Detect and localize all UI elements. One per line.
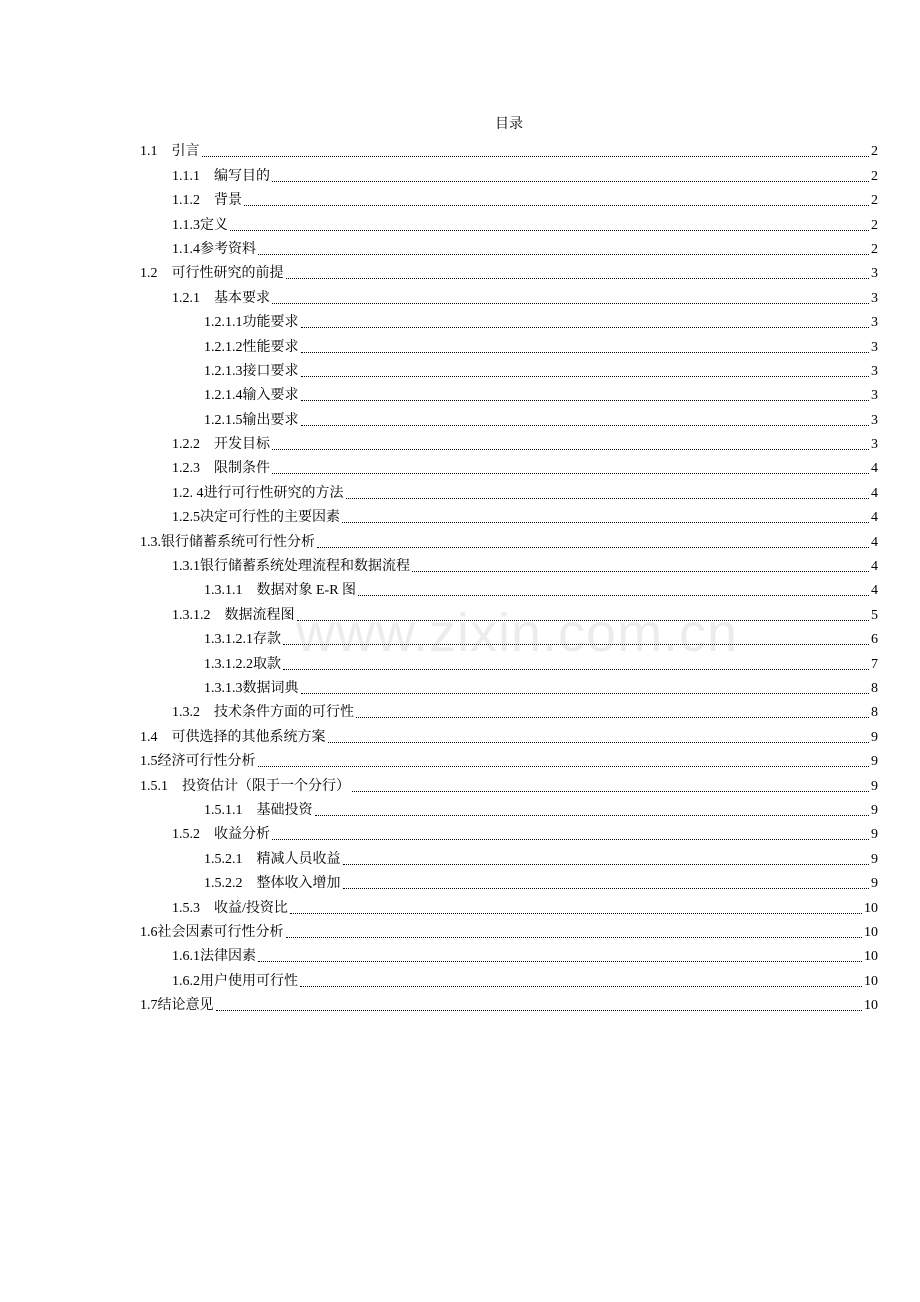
- toc-entry-page-number: 8: [871, 680, 878, 696]
- toc-entry-label: 输入要求: [242, 388, 299, 404]
- toc-entry-label: 社会因素可行性分析: [157, 924, 284, 940]
- toc-entry-label: 功能要求: [242, 315, 299, 331]
- toc-entry-number: 1.7: [140, 998, 158, 1014]
- dot-leader: [272, 472, 869, 474]
- toc-entry-number: 1.5.3: [172, 900, 214, 916]
- toc-entry-label: 背景: [214, 193, 242, 209]
- toc-entry[interactable]: [140, 943, 878, 967]
- toc-entry[interactable]: [140, 236, 878, 260]
- toc-entry-page-number: 4: [871, 510, 878, 526]
- toc-entry-label: 结论意见: [157, 998, 214, 1014]
- toc-entry[interactable]: [140, 699, 878, 723]
- toc-entry-number: 1.2.2: [172, 437, 214, 453]
- toc-entry-number: 1.3.1.2.1: [204, 632, 253, 648]
- dot-leader: [272, 448, 869, 450]
- toc-entry-page-number: 2: [871, 144, 878, 160]
- dot-leader: [216, 1009, 863, 1011]
- toc-entry-label: 可行性研究的前提: [171, 266, 284, 282]
- toc-entry-page-number: 2: [871, 193, 878, 209]
- toc-entry-page-number: 2: [871, 217, 878, 233]
- toc-entry-label: 数据词典: [242, 680, 299, 696]
- toc-entry-label: 精减人员收益: [256, 851, 341, 867]
- toc-entry-label: 技术条件方面的可行性: [214, 705, 354, 721]
- dot-leader: [258, 960, 862, 962]
- toc-entry-page-number: 4: [871, 485, 878, 501]
- toc-entry[interactable]: [140, 187, 878, 211]
- toc-entry-number: 1.2.1.1: [204, 315, 243, 331]
- toc-entry-page-number: 3: [871, 290, 878, 306]
- dot-leader: [283, 643, 869, 645]
- toc-entry-label: 进行可行性研究的方法: [203, 485, 344, 501]
- toc-entry[interactable]: [140, 358, 878, 382]
- toc-entry[interactable]: [140, 577, 878, 601]
- toc-entry[interactable]: [140, 504, 878, 528]
- dot-leader: [297, 619, 870, 621]
- dot-leader: [315, 814, 870, 816]
- toc-entry-label: 经济可行性分析: [157, 754, 256, 770]
- toc-entry-number: 1.6.2: [172, 973, 200, 989]
- dot-leader: [283, 668, 869, 670]
- toc-entry-page-number: 10: [864, 949, 878, 965]
- toc-entry-page-number: 9: [871, 778, 878, 794]
- dot-leader: [328, 741, 870, 743]
- toc-entry[interactable]: [140, 821, 878, 845]
- toc-entry-page-number: 9: [871, 876, 878, 892]
- toc-entry-page-number: 3: [871, 266, 878, 282]
- toc-entry-number: 1.6.1: [172, 949, 200, 965]
- toc-entry[interactable]: [140, 528, 878, 552]
- toc-entry-number: 1.2.1.3: [204, 363, 243, 379]
- dot-leader: [244, 204, 869, 206]
- toc-entry-number: 1.3.: [140, 534, 161, 550]
- toc-entry[interactable]: [140, 870, 878, 894]
- toc-entry[interactable]: [140, 455, 878, 479]
- dot-leader: [301, 375, 870, 377]
- toc-entry[interactable]: [140, 211, 878, 235]
- toc-entry-number: 1.2.1.4: [204, 388, 243, 404]
- toc-entry-number: 1.2.1: [172, 290, 214, 306]
- toc-entry-number: 1.3.1.2.2: [204, 656, 253, 672]
- dot-leader: [272, 180, 869, 182]
- dot-leader: [258, 253, 869, 255]
- toc-entry[interactable]: [140, 675, 878, 699]
- toc-entry-number: 1.5.2: [172, 827, 214, 843]
- toc-entry[interactable]: [140, 723, 878, 747]
- dot-leader: [356, 716, 869, 718]
- toc-entry-page-number: 7: [871, 656, 878, 672]
- toc-entry-label: 投资估计（限于一个分行）: [182, 778, 350, 794]
- toc-entry-number: 1.3.2: [172, 705, 214, 721]
- dot-leader: [286, 277, 870, 279]
- toc-entry[interactable]: [140, 553, 878, 577]
- toc-entry[interactable]: [140, 260, 878, 284]
- toc-entry-page-number: 3: [871, 388, 878, 404]
- toc-entry-label: 输出要求: [242, 412, 299, 428]
- dot-leader: [301, 326, 870, 328]
- dot-leader: [343, 863, 870, 865]
- toc-entry-label: 性能要求: [242, 339, 299, 355]
- toc-entry-label: 开发目标: [214, 437, 270, 453]
- toc-entry-page-number: 3: [871, 437, 878, 453]
- toc-entry-number: 1.1.2: [172, 193, 214, 209]
- toc-entry-page-number: 10: [864, 924, 878, 940]
- toc-entry-label: 用户使用可行性: [200, 973, 298, 989]
- toc-entry-number: 1.3.1.3: [204, 680, 243, 696]
- toc-entry-label: 数据对象 E-R 图: [256, 583, 357, 599]
- toc-entry[interactable]: [140, 772, 878, 796]
- dot-leader: [346, 497, 870, 499]
- toc-entry-label: 可供选择的其他系统方案: [171, 729, 326, 745]
- toc-entry[interactable]: [140, 333, 878, 357]
- toc-entry[interactable]: [140, 919, 878, 943]
- toc-entry-page-number: 3: [871, 363, 878, 379]
- toc-entry-number: 1.2.5: [172, 510, 200, 526]
- toc-entry-label: 数据流程图: [224, 607, 295, 623]
- dot-leader: [286, 936, 863, 938]
- toc-entry-page-number: 4: [871, 559, 878, 575]
- toc-entry-page-number: 9: [871, 754, 878, 770]
- toc-entry-label: 取款: [253, 656, 281, 672]
- toc-entry-page-number: 10: [864, 998, 878, 1014]
- toc-entry-number: 1.1.4: [172, 241, 200, 257]
- toc-entry-number: 1.2.1.5: [204, 412, 243, 428]
- toc-entry-label: 法律因素: [200, 949, 256, 965]
- toc-entry[interactable]: [140, 626, 878, 650]
- toc-entry-page-number: 4: [871, 461, 878, 477]
- toc-entry-number: 1.6: [140, 924, 158, 940]
- toc-entry[interactable]: [140, 992, 878, 1016]
- toc-entry[interactable]: [140, 845, 878, 869]
- toc-entry-number: 1.3.1.1: [204, 583, 257, 599]
- dot-leader: [358, 594, 869, 596]
- toc-entry-number: 1.2.3: [172, 461, 214, 477]
- toc-entry-number: 1.1: [140, 144, 172, 160]
- toc-entry[interactable]: [140, 894, 878, 918]
- toc-entry[interactable]: [140, 650, 878, 674]
- dot-leader: [272, 302, 869, 304]
- toc-entry-label: 引言: [171, 144, 200, 160]
- toc-entry[interactable]: [140, 406, 878, 430]
- dot-leader: [202, 155, 870, 157]
- toc-entry-page-number: 5: [871, 607, 878, 623]
- dot-leader: [412, 570, 869, 572]
- toc-entry[interactable]: [140, 162, 878, 186]
- toc-entry-page-number: 8: [871, 705, 878, 721]
- toc-entry-label: 收益/投资比: [214, 900, 288, 916]
- toc-entry-label: 编写目的: [214, 168, 270, 184]
- toc-entry-page-number: 9: [871, 802, 878, 818]
- toc-entry[interactable]: [140, 479, 878, 503]
- toc-entry-label: 限制条件: [214, 461, 270, 477]
- dot-leader: [301, 399, 870, 401]
- toc-entry-page-number: 10: [864, 900, 878, 916]
- dot-leader: [301, 351, 870, 353]
- toc-entry-label: 基础投资: [256, 802, 313, 818]
- dot-leader: [300, 985, 862, 987]
- dot-leader: [258, 765, 870, 767]
- toc-entry-number: 1.5: [140, 754, 158, 770]
- toc-entry-page-number: 4: [871, 583, 878, 599]
- toc-entry-page-number: 9: [871, 729, 878, 745]
- toc-entry-label: 参考资料: [200, 241, 256, 257]
- toc-entry-number: 1.1.1: [172, 168, 214, 184]
- toc-entry[interactable]: [140, 382, 878, 406]
- toc-entry-page-number: 3: [871, 412, 878, 428]
- toc-entry-page-number: 2: [871, 168, 878, 184]
- toc-entry[interactable]: [140, 601, 878, 625]
- toc-entry-number: 1.2. 4: [172, 485, 204, 501]
- toc-entry-label: 整体收入增加: [256, 876, 341, 892]
- toc-entry[interactable]: [140, 138, 878, 162]
- watermark: www.zixin.com.cn: [296, 603, 739, 663]
- dot-leader: [272, 838, 869, 840]
- toc-entry-label: 银行储蓄系统处理流程和数据流程: [200, 559, 410, 575]
- table-of-contents: [140, 138, 878, 1016]
- toc-entry[interactable]: [140, 284, 878, 308]
- toc-entry-label: 存款: [253, 632, 281, 648]
- toc-entry-label: 接口要求: [242, 363, 299, 379]
- toc-entry-page-number: 2: [871, 241, 878, 257]
- toc-entry-page-number: 10: [864, 973, 878, 989]
- toc-entry-number: 1.3.1: [172, 559, 200, 575]
- toc-entry-page-number: 9: [871, 851, 878, 867]
- dot-leader: [317, 546, 869, 548]
- dot-leader: [342, 521, 869, 523]
- toc-entry-page-number: 6: [871, 632, 878, 648]
- toc-entry-label: 决定可行性的主要因素: [200, 510, 340, 526]
- toc-entry-label: 银行储蓄系统可行性分析: [161, 534, 315, 550]
- toc-entry-number: 1.1.3: [172, 217, 200, 233]
- dot-leader: [301, 692, 870, 694]
- toc-entry-number: 1.5.1: [140, 778, 182, 794]
- toc-entry-page-number: 9: [871, 827, 878, 843]
- toc-entry[interactable]: [140, 797, 878, 821]
- dot-leader: [290, 912, 862, 914]
- toc-entry-number: 1.2.1.2: [204, 339, 243, 355]
- toc-entry-number: 1.5.2.1: [204, 851, 257, 867]
- toc-entry-number: 1.5.2.2: [204, 876, 257, 892]
- toc-entry-label: 收益分析: [214, 827, 270, 843]
- toc-entry-page-number: 3: [871, 315, 878, 331]
- dot-leader: [230, 229, 869, 231]
- toc-entry-label: 定义: [200, 217, 228, 233]
- toc-entry-label: 基本要求: [214, 290, 270, 306]
- toc-entry-page-number: 3: [871, 339, 878, 355]
- toc-entry[interactable]: [140, 967, 878, 991]
- toc-entry-number: 1.2: [140, 266, 172, 282]
- toc-entry-number: 1.5.1.1: [204, 802, 257, 818]
- dot-leader: [301, 424, 870, 426]
- toc-title: 目录: [495, 117, 523, 132]
- toc-entry-number: 1.3.1.2: [172, 607, 225, 623]
- dot-leader: [343, 887, 870, 889]
- toc-entry-page-number: 4: [871, 534, 878, 550]
- toc-entry[interactable]: [140, 748, 878, 772]
- toc-entry[interactable]: [140, 309, 878, 333]
- toc-entry-number: 1.4: [140, 729, 172, 745]
- dot-leader: [352, 790, 869, 792]
- toc-entry[interactable]: [140, 431, 878, 455]
